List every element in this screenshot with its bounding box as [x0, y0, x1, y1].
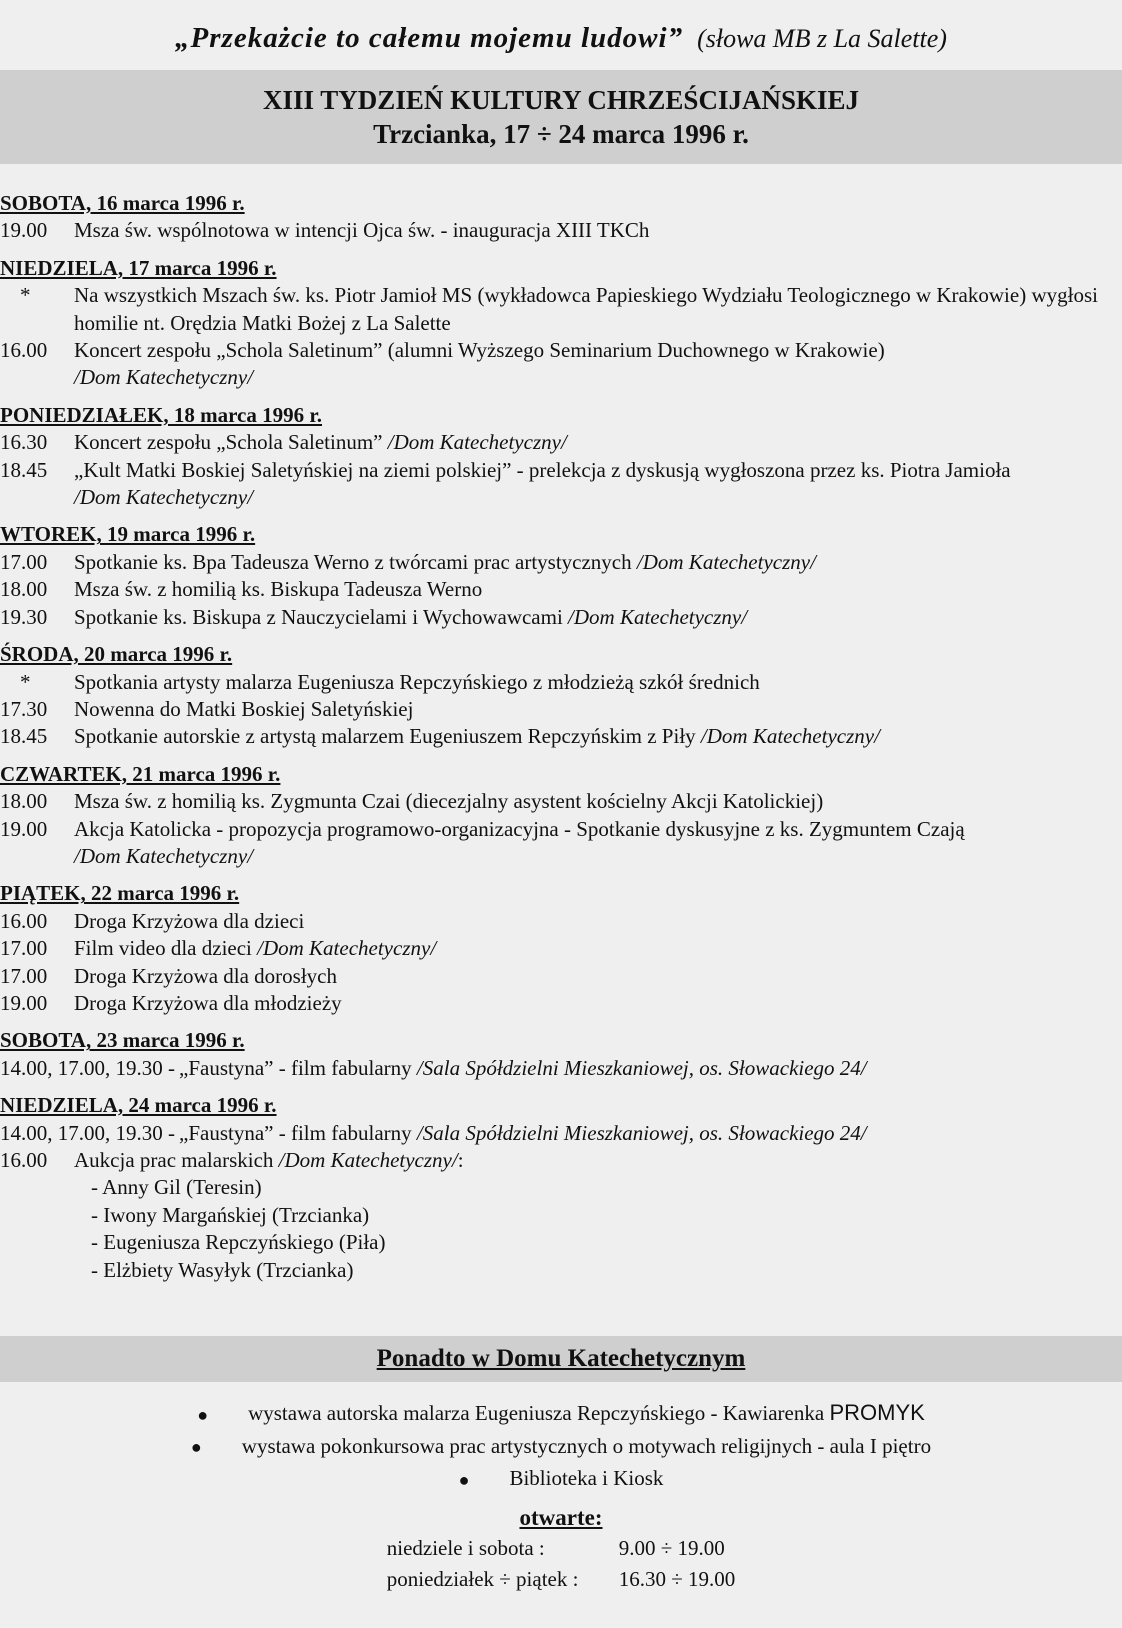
- day-block: [0, 641, 1100, 751]
- event-description: [74, 963, 1100, 990]
- event-description: [74, 337, 1100, 392]
- hours-value: 16.30 ÷ 19.00: [618, 1567, 736, 1592]
- event-time: 18.45: [0, 724, 48, 749]
- auction-artist: - Anny Gil (Teresin): [91, 1175, 262, 1200]
- motto-source: (słowa MB z La Salette): [697, 24, 947, 53]
- event-location: /Dom Katechetyczny/: [700, 724, 880, 749]
- event-time: 16.00: [0, 1148, 48, 1172]
- event-time: 19.00: [0, 990, 48, 1015]
- open-heading: otwarte:: [519, 1505, 603, 1531]
- event-description: [74, 604, 1100, 631]
- event-row: [0, 990, 1100, 1017]
- event-row: [0, 429, 1100, 456]
- day-heading: NIEDZIELA, 24 marca 1996 r.: [0, 1093, 277, 1118]
- auction-artist: - Elżbiety Wasyłyk (Trzcianka): [91, 1257, 354, 1282]
- event-description: [74, 1147, 1100, 1174]
- extras-item-brand: PROMYK: [829, 1400, 925, 1425]
- motto-quote: „Przekażcie to całemu mojemu ludowi”: [175, 22, 684, 54]
- event-text: Droga Krzyżowa dla młodzieży: [74, 990, 342, 1015]
- event-row: [0, 1147, 1100, 1174]
- event-description: [74, 990, 1100, 1017]
- event-description: [74, 816, 1100, 871]
- event-time: 17.00: [0, 963, 48, 988]
- schedule: [0, 190, 1100, 1284]
- bullet-icon: ●: [458, 1470, 470, 1491]
- event-text: Na wszystkich Mszach św. ks. Piotr Jamioł MS (wykładowca Papieskiego Wydziału Teologicznego w Krakowie) wygłosi homilie nt. Orędzia Matki Bożej z La Salette: [74, 283, 1098, 335]
- event-description: [179, 1120, 1100, 1147]
- event-description: [74, 788, 1100, 815]
- event-location: /Dom Katechetyczny/: [636, 549, 816, 574]
- day-heading: PIĄTEK, 22 marca 1996 r.: [0, 881, 240, 906]
- event-time: 18.45: [0, 457, 48, 482]
- event-description: [74, 576, 1100, 603]
- hours-row: [387, 1533, 736, 1564]
- motto-line: [0, 14, 1122, 63]
- event-row: [0, 549, 1100, 576]
- event-description: [74, 908, 1100, 935]
- event-row: [0, 282, 1100, 337]
- day-block: [0, 190, 1100, 245]
- event-row: [0, 935, 1100, 962]
- event-text: Msza św. z homilią ks. Zygmunta Czai (diecezjalny asystent kościelny Akcji Katolickiej): [74, 789, 824, 814]
- event-row: [0, 217, 1100, 244]
- event-text: Droga Krzyżowa dla dorosłych: [74, 963, 337, 988]
- event-row: [0, 1055, 1100, 1082]
- hours-label: poniedziałek ÷ piątek :: [386, 1567, 579, 1592]
- event-text: Nowenna do Matki Boskiej Saletyńskiej: [74, 696, 414, 721]
- extras-item: [0, 1463, 1122, 1496]
- auction-artist-list: [0, 1174, 1100, 1284]
- auction-artist: - Iwony Margańskiej (Trzcianka): [91, 1202, 370, 1227]
- event-location: /Dom Katechetyczny/: [74, 365, 254, 390]
- event-description: [74, 429, 1100, 456]
- event-text: Koncert zespołu „Schola Saletinum” (alumni Wyższego Seminarium Duchownego w Krakowie): [74, 338, 885, 363]
- event-time: 14.00, 17.00, 19.30 -: [0, 1055, 175, 1080]
- event-description: [74, 217, 1100, 244]
- event-time: *: [20, 669, 31, 694]
- event-description: [74, 935, 1100, 962]
- bullet-icon: ●: [197, 1404, 209, 1425]
- event-text: Koncert zespołu „Schola Saletinum”: [74, 430, 388, 455]
- event-location: /Sala Spółdzielni Mieszkaniowej, os. Słowackiego 24/: [416, 1055, 867, 1080]
- day-block: [0, 402, 1100, 512]
- event-suffix: :: [457, 1148, 464, 1172]
- auction-artist: - Eugeniusza Repczyńskiego (Piła): [91, 1230, 386, 1255]
- extras-item-text: wystawa pokonkursowa prac artystycznych o motywach religijnych - aula I piętro: [241, 1433, 932, 1458]
- event-text: „Faustyna” - film fabularny: [179, 1055, 417, 1080]
- event-time: 14.00, 17.00, 19.30 -: [0, 1120, 175, 1145]
- event-description: [74, 696, 1100, 723]
- event-text: Msza św. z homilią ks. Biskupa Tadeusza Werno: [74, 577, 483, 602]
- hours-row: [387, 1564, 736, 1595]
- page-title: XIII TYDZIEŃ KULTURY CHRZEŚCIJAŃSKIEJ: [263, 85, 859, 115]
- event-time: 17.30: [0, 696, 48, 721]
- event-text: Spotkanie ks. Biskupa z Nauczycielami i Wychowawcami: [74, 604, 569, 629]
- day-block: [0, 255, 1100, 392]
- event-text: „Faustyna” - film fabularny: [179, 1120, 417, 1145]
- event-description: [179, 1055, 1100, 1082]
- bullet-icon: ●: [190, 1437, 202, 1458]
- event-row: [0, 337, 1100, 392]
- event-description: [74, 457, 1100, 512]
- event-location: /Dom Katechetyczny/: [257, 936, 437, 961]
- day-heading: SOBOTA, 16 marca 1996 r.: [0, 191, 245, 215]
- event-time: 16.00: [0, 908, 48, 933]
- page-subtitle: Trzcianka, 17 ÷ 24 marca 1996 r.: [373, 119, 749, 149]
- event-location: /Dom Katechetyczny/: [74, 485, 254, 510]
- event-text: Msza św. wspólnotowa w intencji Ojca św. - inauguracja XIII TKCh: [74, 218, 650, 243]
- event-location: /Dom Katechetyczny/: [387, 430, 567, 455]
- day-block: [0, 1027, 1100, 1082]
- event-location: /Dom Katechetyczny/: [568, 604, 748, 629]
- event-row: [0, 963, 1100, 990]
- event-text: Akcja Katolicka - propozycja programowo-organizacyjna - Spotkanie dyskusyjne z ks. Zygmuntem Czają: [74, 816, 965, 841]
- event-text: Aukcja prac malarskich: [74, 1148, 279, 1172]
- day-block: [0, 1092, 1100, 1284]
- event-row: [0, 788, 1100, 815]
- event-time: 18.00: [0, 577, 48, 602]
- day-heading: CZWARTEK, 21 marca 1996 r.: [0, 761, 281, 786]
- event-text: Spotkanie ks. Bpa Tadeusza Werno z twórcami prac artystycznych: [74, 549, 637, 574]
- day-block: [0, 761, 1100, 871]
- event-time: 19.00: [0, 218, 48, 243]
- event-row: [0, 457, 1100, 512]
- hours-value: 9.00 ÷ 19.00: [618, 1536, 725, 1561]
- day-heading: ŚRODA, 20 marca 1996 r.: [0, 642, 233, 667]
- event-time: 17.00: [0, 549, 48, 574]
- hours-label: niedziele i sobota :: [386, 1536, 545, 1561]
- day-heading: SOBOTA, 23 marca 1996 r.: [0, 1028, 245, 1053]
- event-description: [74, 282, 1100, 337]
- extras-item-text: Biblioteka i Kiosk: [509, 1466, 664, 1491]
- event-text: Spotkania artysty malarza Eugeniusza Repczyńskiego z młodzieżą szkół średnich: [74, 669, 760, 694]
- event-row: [0, 604, 1100, 631]
- event-row: [0, 696, 1100, 723]
- event-time: 17.00: [0, 936, 48, 961]
- extras-item: [0, 1431, 1122, 1464]
- event-time: 19.30: [0, 604, 48, 629]
- event-description: [74, 549, 1100, 576]
- event-row: [0, 816, 1100, 871]
- event-time: 16.00: [0, 338, 48, 363]
- event-row: [0, 723, 1100, 750]
- event-description: [74, 669, 1100, 696]
- event-text: Film video dla dzieci: [74, 936, 258, 961]
- event-text: Droga Krzyżowa dla dzieci: [74, 908, 305, 933]
- day-block: [0, 880, 1100, 1017]
- extras-item-text: wystawa autorska malarza Eugeniusza Repczyńskiego - Kawiarenka: [248, 1401, 830, 1425]
- event-time: 19.00: [0, 816, 48, 841]
- event-row: [0, 1120, 1100, 1147]
- event-time: 18.00: [0, 789, 48, 814]
- title-band: [0, 70, 1122, 164]
- event-text: Spotkanie autorskie z artystą malarzem Eugeniuszem Repczyńskim z Piły: [74, 724, 701, 749]
- event-row: [0, 908, 1100, 935]
- day-heading: WTOREK, 19 marca 1996 r.: [0, 522, 256, 547]
- event-time: 16.30: [0, 430, 48, 455]
- event-time: *: [20, 283, 31, 308]
- extras-list: [0, 1397, 1122, 1496]
- event-location: /Dom Katechetyczny/: [278, 1148, 458, 1172]
- opening-hours: [387, 1533, 736, 1595]
- event-location: /Dom Katechetyczny/: [74, 843, 254, 868]
- event-description: [74, 723, 1100, 750]
- event-row: [0, 669, 1100, 696]
- event-row: [0, 576, 1100, 603]
- day-heading: NIEDZIELA, 17 marca 1996 r.: [0, 255, 277, 280]
- day-heading: PONIEDZIAŁEK, 18 marca 1996 r.: [0, 402, 323, 427]
- extras-item: [0, 1397, 1122, 1431]
- extras-section: [0, 1397, 1122, 1595]
- extras-heading: Ponadto w Domu Katechetycznym: [376, 1345, 746, 1372]
- day-block: [0, 521, 1100, 631]
- extras-band: [0, 1336, 1122, 1382]
- event-location: /Sala Spółdzielni Mieszkaniowej, os. Słowackiego 24/: [416, 1120, 867, 1145]
- event-text: „Kult Matki Boskiej Saletyńskiej na ziemi polskiej” - prelekcja z dyskusją wygłoszona przez ks. Piotra Jamioła: [74, 457, 1011, 482]
